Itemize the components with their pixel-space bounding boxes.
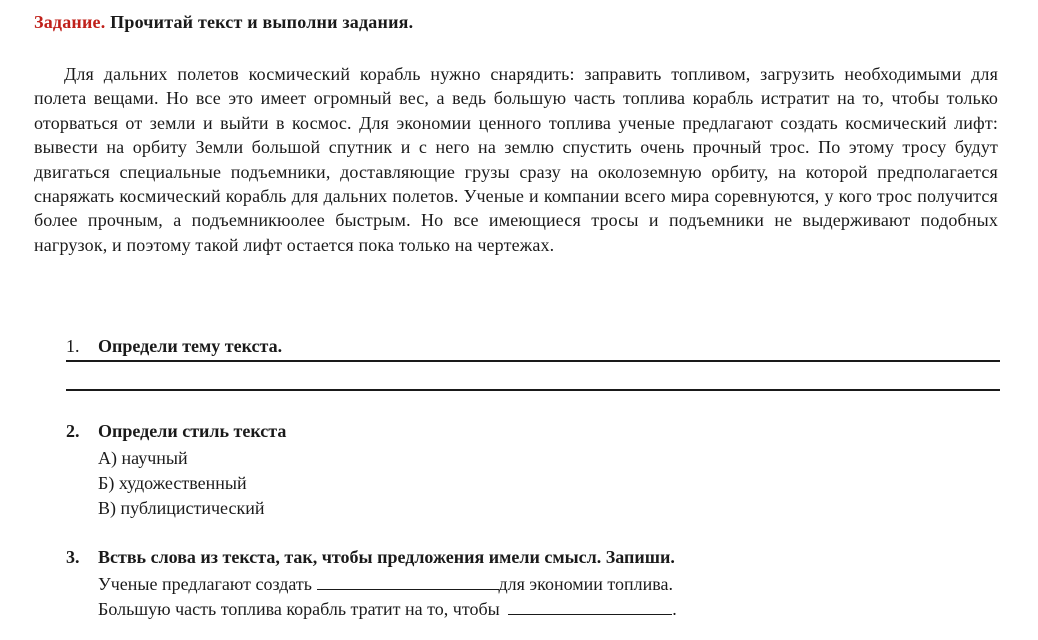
question-1-number: 1. xyxy=(66,336,80,356)
question-2-number: 2. xyxy=(66,421,80,441)
option-c[interactable]: В) публицистический xyxy=(98,498,265,518)
fill-sentence-1-end: для экономии топлива. xyxy=(498,574,674,594)
answer-line-2[interactable] xyxy=(66,389,1000,391)
fill-sentence-1 xyxy=(98,571,673,595)
reading-text: Для дальних полетов космический корабль нужно снарядить: заправить топливом, загрузить необходимыми для полета вещами. Но все это имеет огромный вес, а ведь большую часть топлива корабль истратит на то, чтобы только оторваться от земли и выйти в космос. Для экономии ценного топлива ученые предлагают создать космический лифт: вывести на орбиту Земли большой спутник и с него на землю спустить очень прочный трос. По этому тросу будут двигаться специальные подъемники, доставляющие грузы сразу на околоземную орбиту, на которой предполагается снаряжать космический корабль для дальних полетов. Ученые и компании всего мира соревнуются, у кого трос получится более прочным, а подъемникюолее быстрым. Но все имеющиеся тросы и подъемники не выдерживают подобных нагрузок, и поэтому такой лифт остается пока только на чертежах. xyxy=(34,64,998,255)
fill-sentence-2-end: . xyxy=(672,599,677,619)
fill-sentence-1-start: Ученые предлагают создать xyxy=(98,574,317,594)
fill-sentence-2-start: Большую часть топлива корабль тратит на то, чтобы xyxy=(98,599,505,619)
answer-line-1[interactable] xyxy=(66,360,1000,362)
question-2 xyxy=(66,421,286,442)
fill-blank-2[interactable] xyxy=(508,596,672,615)
option-a[interactable]: А) научный xyxy=(98,448,188,468)
assignment-label: Задание. xyxy=(34,12,106,32)
question-1 xyxy=(66,336,282,357)
option-b[interactable]: Б) художественный xyxy=(98,473,247,493)
fill-sentence-2 xyxy=(98,596,677,620)
question-1-prompt: Определи тему текста. xyxy=(98,336,283,356)
question-2-options xyxy=(98,446,264,521)
question-2-prompt: Определи стиль текста xyxy=(98,421,287,441)
assignment-instruction: Прочитай текст и выполни задания. xyxy=(105,12,414,32)
question-3-number: 3. xyxy=(66,547,80,567)
assignment-title xyxy=(34,12,413,33)
question-3 xyxy=(66,547,675,568)
question-3-prompt: Вствь слова из текста, так, чтобы предложения имели смысл. Запиши. xyxy=(98,547,675,567)
fill-blank-1[interactable] xyxy=(317,571,499,590)
